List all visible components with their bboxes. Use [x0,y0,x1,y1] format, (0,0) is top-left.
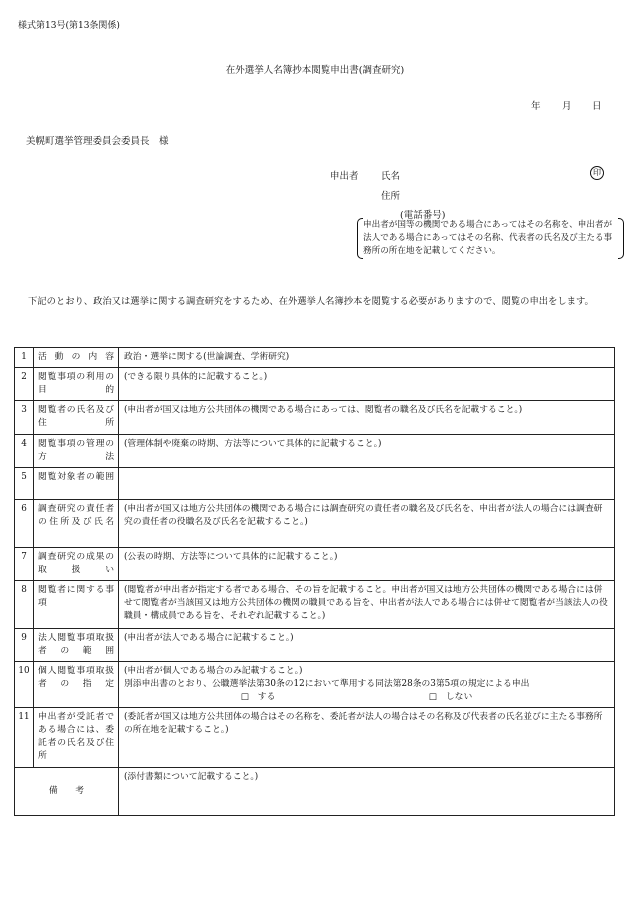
row-value-text: (委託者が国又は地方公共団体の場合はその名称を、委託者が法人の場合はその名称及び代表者の氏名並びに主たる事務所の所在地を記載すること。) [124,712,603,735]
applicant-note [357,218,624,259]
row-label: 法人閲覧事項取扱者の範囲 [34,629,119,662]
table-row [15,581,615,629]
table-row [15,401,615,435]
row-number: 8 [15,581,34,629]
table-row [15,368,615,401]
row-value-text: (申出者が個人である場合のみ記載すること。) [124,666,303,676]
row-value[interactable] [119,708,615,768]
name-label: 氏名 [381,171,401,182]
applicant-label: 申出者 [330,171,359,182]
row-label: 申出者が受託者である場合には、委託者の氏名及び住所 [34,708,119,768]
row-label: 活動の内容 [34,348,119,368]
table-row [15,548,615,581]
row-label: 閲覧事項の利用の目的 [34,368,119,401]
row-value[interactable] [119,500,615,548]
row-value[interactable] [119,548,615,581]
row-value-text: (申出者が法人である場合に記載すること。) [124,633,294,643]
row-number: 6 [15,500,34,548]
row-number: 2 [15,368,34,401]
row-value[interactable] [119,368,615,401]
row-number: 5 [15,468,34,500]
row-label: 調査研究の責任者の住所及び氏名 [34,500,119,548]
application-table [14,347,615,816]
row-number: 11 [15,708,34,768]
row-value-text: (管理体制や廃棄の時期、方法等について具体的に記載すること。) [124,439,382,449]
row-number: 1 [15,348,34,368]
applicant-note-text: 申出者が国等の機関である場合にあってはその名称を、申出者が法人である場合にあってはその名称、代表者の氏名及び主たる事務所の所在地を記載してください。 [363,220,613,256]
row-value[interactable] [119,768,615,816]
row-number: 9 [15,629,34,662]
table-row [15,348,615,368]
row-value[interactable] [119,348,615,368]
row-value[interactable] [119,629,615,662]
row-label: 閲覧者に関する事項 [34,581,119,629]
date-day: 日 [592,101,602,112]
choice-group [124,691,609,704]
row-label: 閲覧対象者の範囲 [34,468,119,500]
table-row [15,768,615,816]
row-value-text: (添付書類について記載すること。) [124,772,259,782]
form-number: 様式第13号(第13条関係) [18,21,120,31]
checkbox-yes[interactable]: □ する [240,692,276,702]
row-value-text: (申出者が国又は地方公共団体の機関である場合には調査研究の責任者の職名及び氏名を、申出者が法人の場合には調査研究の責任者の役職名及び氏名を記載すること。) [124,504,603,527]
table-row [15,500,615,548]
row-label: 個人閲覧事項取扱者の指定 [34,662,119,708]
bracket-right [618,218,624,259]
phone-label: (電話番号) [400,210,446,221]
table-row [15,468,615,500]
table-row [15,708,615,768]
row-number: 4 [15,435,34,468]
row-number: 3 [15,401,34,435]
row-number: 7 [15,548,34,581]
table-row [15,662,615,708]
row-number: 10 [15,662,34,708]
seal-mark: 印 [590,166,604,180]
row-label: 調査研究の成果の取扱い [34,548,119,581]
address-label: 住所 [381,191,401,202]
checkbox-no[interactable]: □ しない [428,692,473,702]
row-label: 備 考 [15,768,119,816]
row-label: 閲覧者の氏名及び住所 [34,401,119,435]
row-value-detail: 別添申出書のとおり、公職選挙法第30条の12において準用する同法第28条の3第5項の規定による申出 [124,679,530,689]
row-value-text: (申出者が国又は地方公共団体の機関である場合にあっては、閲覧者の職名及び氏名を記載すること。) [124,405,523,415]
table-row [15,629,615,662]
addressee: 美幌町選挙管理委員会委員長 様 [26,136,169,147]
row-value[interactable] [119,401,615,435]
row-value[interactable] [119,468,615,500]
row-value[interactable] [119,435,615,468]
page-title: 在外選挙人名簿抄本閲覧申出書(調査研究) [225,65,405,76]
row-value-text: (閲覧者が申出者が指定する者である場合、その旨を記載すること。申出者が国又は地方公共団体の機関である場合には併せて閲覧者が当該国又は地方公共団体の機関の職員である旨を、申出者が法人である場合には併せて閲覧者が当該法人の役職員・構成員である旨を、それぞれ記載すること。) [124,585,608,621]
table-row [15,435,615,468]
row-value-text: (できる限り具体的に記載すること。) [124,372,268,382]
date-month: 月 [562,101,572,112]
row-label: 閲覧事項の管理の方法 [34,435,119,468]
row-value[interactable] [119,662,615,708]
bracket-left [357,218,363,259]
intro-paragraph: 下記のとおり、政治又は選挙に関する調査研究をするため、在外選挙人名簿抄本を閲覧する必要がありますので、閲覧の申出をします。 [28,296,594,307]
row-value[interactable] [119,581,615,629]
row-value-text: 政治・選挙に関する(世論調査、学術研究) [124,352,290,362]
row-value-text: (公表の時期、方法等について具体的に記載すること。) [124,552,338,562]
date-year: 年 [531,101,541,112]
